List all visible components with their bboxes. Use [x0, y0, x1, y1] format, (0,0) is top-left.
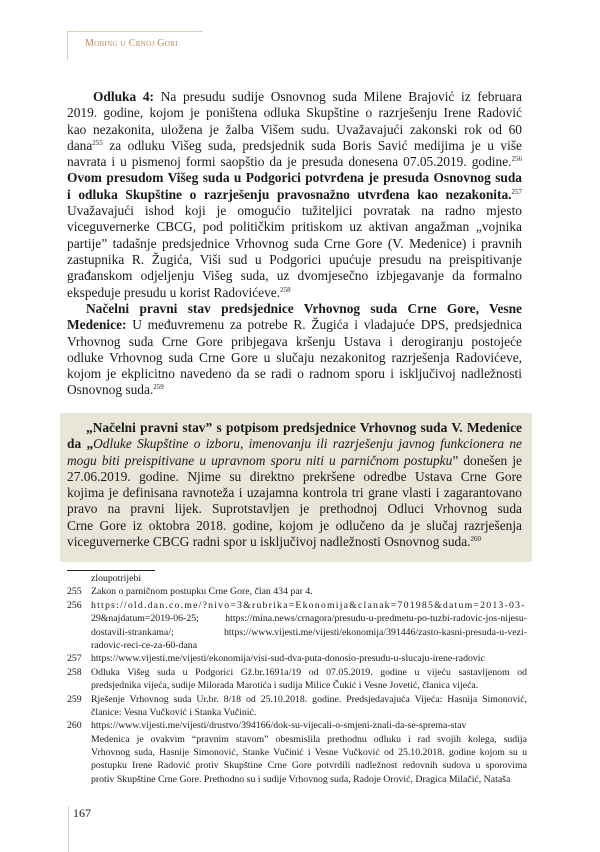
text-line	[67, 366, 522, 382]
text-segment: Crne Gore iz oktobra 2018. godine, kojom je odlučeno da je slučaj razrješenja	[67, 517, 522, 533]
text-line	[67, 236, 522, 252]
footnote-line	[67, 773, 527, 786]
text-line	[67, 501, 522, 517]
text-line	[67, 154, 522, 170]
text-segment: ekspeduje presudu u korist Radovićeve.	[67, 284, 281, 300]
footnote-line	[67, 639, 527, 652]
text-segment: Na presudu sudije Osnovnog suda Milene Brajović iz februara	[154, 89, 522, 104]
text-line	[67, 382, 522, 398]
footnotes	[67, 572, 527, 786]
text-segment: Načelni pravni stav predsjednice Vrhovnog suda Crne Gore, Vesne	[86, 301, 522, 316]
text-segment: kojima je definisana ravnoteža i uzajamna kontrola tri grane vlasti i zagarantovano	[67, 485, 522, 501]
footnote-reference[interactable]: 259	[153, 383, 164, 392]
text-line	[67, 187, 522, 203]
footnote-text: radovic-reci-ce-za-60-dana	[91, 639, 198, 651]
footnote-text[interactable]: https://www.vijesti.me/vijesti/ekonomija/visi-sud-dva-puta-donosio-presudu-u-slucaju-irene-radovic	[91, 653, 485, 665]
text-segment: odluke Vrhovnog suda Crne Gore u slučaju nezakonitog razrješenja Radovićeve,	[67, 349, 522, 365]
text-line	[67, 534, 522, 550]
text-segment: Uvažavajući ishod koji je omogućio tužiteljici povratak na radno mjesto	[67, 203, 522, 219]
footnote-text[interactable]: https://old.dan.co.me/?nivo=3&rubrika=Ekonomija&clanak=701985&datum=2013-03-	[91, 599, 526, 611]
text-line	[67, 105, 522, 121]
text-line	[67, 203, 522, 219]
footnote-text: Odluka Višeg suda u Podgorici Gž.br.1691a/19 od 07.05.2019. godine u vijeću sastavljenom od	[91, 666, 527, 678]
text-segment: Medenice:	[67, 317, 127, 333]
text-line	[67, 485, 522, 501]
footnote-number: 259	[67, 693, 82, 705]
footnote-number: 260	[67, 720, 82, 732]
text-segment: U međuvremenu za potrebe R. Žugića i vladajuće DPS, predsjednica	[126, 317, 522, 333]
paragraph-nacelni-pravni-stav	[67, 301, 522, 399]
text-line	[67, 268, 522, 284]
text-segment: zastupnika R. Žugića, Viši sud u Podgorici upućuje presudu na preispitivanje	[67, 251, 522, 267]
footnote-line	[67, 746, 527, 759]
text-segment: građanskom odjeljenju Višeg suda, uz dvomjesečno izbjegavanje da formalno	[67, 268, 522, 284]
text-segment: Vrhovnog suda Crne Gore pribjegava kršenju Ustava i derogiranju postojeće	[67, 333, 522, 349]
text-line	[67, 301, 522, 317]
text-line	[67, 122, 522, 138]
footnote-line	[67, 733, 527, 746]
footnote-line	[67, 652, 527, 665]
footnote-text: Rješenje Vrhovnog suda Ur.br. 8/18 od 25.10.2018. godine. Predsjedavajuća Vijeća: Hasnija Simonović,	[91, 693, 527, 705]
text-segment: Ovom presudom Višeg suda u Podgorici potvrđena je presuda Osnovnog suda	[67, 170, 522, 186]
footnote-number: 257	[67, 653, 82, 665]
text-line	[67, 334, 522, 350]
footnote-line	[67, 719, 527, 732]
text-segment: za odluku Višeg suda, predsjednik suda Boris Savić medijima je u više	[102, 137, 522, 153]
text-line	[67, 420, 522, 436]
text-segment: pravo na pravni lijek. Suprotstavljen je prethodnoj Odluci Vrhovnog suda	[67, 501, 522, 517]
text-line	[67, 436, 522, 452]
footnote-reference[interactable]: 256	[511, 155, 522, 164]
footnote-line	[67, 599, 527, 612]
text-line	[67, 170, 522, 186]
footnote-text: dostavili-strankama/; https://www.vijesti.me/vijesti/ekonomija/391446/zasto-kasni-presuda-u-vezi-	[91, 626, 527, 638]
text-line	[67, 285, 522, 301]
text-segment: „Načelni pravni stav” s potpisom predsjednice Vrhovnog suda V. Medenice	[86, 420, 522, 435]
text-segment: navrata i u pismenoj formi saopštio da je presuda donesena 07.05.2019. godine.	[67, 154, 512, 170]
text-segment: dana	[67, 137, 93, 153]
text-segment: ” donešen je	[452, 452, 523, 468]
footnote-reference[interactable]: 255	[92, 138, 103, 147]
footnote-text: Vrhovnog suda, Hasnije Simonović, Stanke Vučinić i Vesne Vučković od 25.10.2018. godine kojom su u	[91, 747, 527, 759]
text-segment: Osnovnog suda.	[67, 382, 154, 398]
footnote-line	[67, 585, 527, 598]
footnote-text: predsjednika vijeća, sudije Milorada Marotića i sudija Milice Čukić i Vesne Jovetić, članica vijeća.	[91, 680, 479, 692]
text-segment: partije” tadašnje predsjednice Vrhovnog suda Crne Gore (V. Medenice) i pravnih	[67, 235, 522, 251]
text-line	[67, 350, 522, 366]
footnote-line	[67, 706, 527, 719]
text-segment: mogu biti preispitivane u upravnom sporu niti u parničnom postupku	[67, 452, 453, 468]
footnote-reference[interactable]: 257	[511, 187, 522, 196]
footnote-line	[67, 666, 527, 679]
footnote-text[interactable]: https://www.vijesti.me/vijesti/drustvo/394166/dok-su-vijecali-o-smjeni-znali-da-se-sprema-stav	[91, 720, 467, 732]
text-line	[67, 252, 522, 268]
footnote-number: 255	[67, 586, 82, 598]
text-line	[67, 317, 522, 333]
footnote-line	[67, 612, 527, 625]
text-line	[67, 469, 522, 485]
text-segment: 27.06.2019. godine. Njime su direktno prekršene odredbe Ustava Crne Gore	[67, 468, 522, 484]
text-line	[67, 453, 522, 469]
text-segment: viceguvernerke CBCG radni spor u isključivoj nadležnosti Osnovnog suda.	[67, 534, 471, 550]
text-segment: 2019. godine, kojom je poništena odluka Skupštine o razrješenju Irene Radović	[67, 105, 522, 121]
running-title: Mobing u Crnoj Gori	[85, 38, 178, 49]
paragraph-odluka-4	[67, 89, 522, 301]
text-segment: i odluka Skupštine o razrješenju pravosnažno utvrđena kao nezakonita.	[67, 186, 512, 202]
footnote-line	[67, 626, 527, 639]
footnote-text: članice: Vesna Vučković i Stanka Vučinić.	[91, 706, 257, 718]
text-segment: da „	[67, 436, 94, 452]
footnote-line	[67, 759, 527, 772]
text-segment: Odluka 4:	[93, 89, 155, 104]
text-segment: kojom je ekplicitno navedeno da se radi o radnom sporu i isključivoj nadležnosti	[67, 366, 522, 382]
page-number: 167	[73, 806, 91, 820]
footnote-line	[67, 679, 527, 692]
footnote-number: 256	[67, 599, 82, 611]
footnote-reference[interactable]: 260	[470, 535, 482, 544]
text-segment: kao nezakonita, uložena je žalba Višem sudu. Uvažavajući zakonski rok od 60	[67, 121, 522, 137]
footnote-separator	[67, 570, 155, 571]
footnote-line	[67, 572, 527, 585]
text-line	[67, 89, 522, 105]
footnote-text: Zakon o parničnom postupku Crne Gore, član 434 par 4.	[91, 586, 313, 598]
footnote-number: 258	[67, 666, 82, 678]
text-line	[67, 219, 522, 235]
footnote-text: protiv Skupštine Crne Gore. Prethodno su i sudije Vrhovnog suda, Radoje Orović, Dragica Milačić, Nataša	[91, 773, 511, 785]
footnote-text: 29&najdatum=2019-06-25; https://mina.news/crnagora/presudu-u-predmetu-po-tuzbi-radovic-jos-nijesu-	[91, 613, 527, 625]
page-number-rule	[68, 806, 69, 852]
text-segment: viceguvernerke CBCG, pod političkim pritiskom uz aktivan angažman „vojnika	[67, 219, 522, 235]
footnote-reference[interactable]: 258	[280, 285, 291, 294]
footnote-text: postupku Irene Radović protiv Skupštine Crne Gore potvrdili nadležnost redovnih sudova u sporovima	[91, 760, 527, 772]
header-rule-top	[67, 31, 203, 32]
footnote-text: zloupotrijebi	[91, 573, 142, 584]
footnote-text: Medenica je ovakvim “pravnim stavom” obesmislila prethodnu odluku i rad svojih kolega, sudija	[91, 733, 527, 745]
text-segment: Odluke Skupštine o izboru, imenovanju ili razrješenju javnog funkcionera ne	[93, 436, 523, 452]
text-line	[67, 518, 522, 534]
highlight-box-text	[67, 420, 522, 550]
footnote-line	[67, 693, 527, 706]
header-rule-left	[67, 31, 68, 60]
text-line	[67, 138, 522, 154]
